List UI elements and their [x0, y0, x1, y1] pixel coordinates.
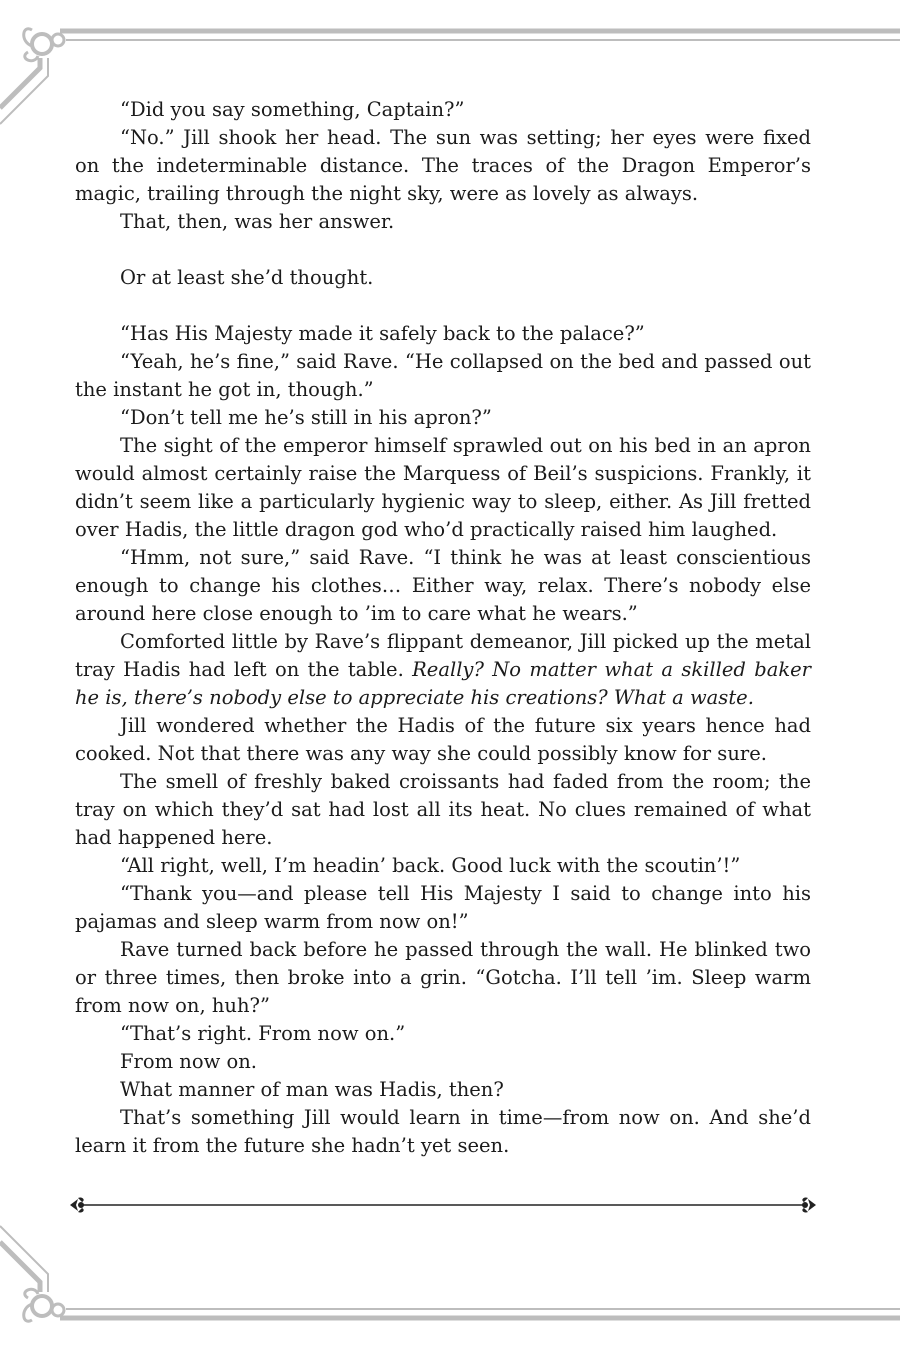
paragraph: [75, 544, 811, 628]
paragraph: [75, 1104, 811, 1160]
paragraph: [75, 628, 811, 712]
fleuron-icon: [802, 1197, 816, 1212]
paragraph-text: What manner of man was Hadis, then?: [120, 1078, 504, 1101]
paragraph: [75, 432, 811, 544]
paragraph-text: The smell of freshly baked croissants had faded from the room; the tray on which they’d sat had lost all its heat. No clues remained of what had happened here.: [75, 770, 811, 849]
paragraph-text: “That’s right. From now on.”: [120, 1022, 406, 1045]
paragraph: [75, 712, 811, 768]
paragraph: [75, 348, 811, 404]
paragraph-text: “Hmm, not sure,” said Rave. “I think he was at least conscientious enough to change his clothes… Either way, relax. There’s nobody else around here close enough to ’im to care what he wears.”: [75, 546, 811, 625]
paragraph-text: Or at least she’d thought.: [120, 266, 374, 289]
paragraph-text: “Did you say something, Captain?”: [120, 98, 465, 121]
paragraph: [75, 264, 811, 292]
paragraph: [75, 208, 811, 236]
paragraph-text: “All right, well, I’m headin’ back. Good luck with the scoutin’!”: [120, 854, 741, 877]
paragraph-text: Rave turned back before he passed through the wall. He blinked two or three times, then broke into a grin. “Gotcha. I’ll tell ’im. Sleep warm from now on, huh?”: [75, 938, 811, 1017]
paragraph: [75, 768, 811, 852]
paragraph: [75, 320, 811, 348]
paragraph-text: Comforted little by Rave’s flippant demeanor, Jill picked up the metal tray Hadis had left on the table.: [75, 630, 811, 681]
body-text: [75, 96, 811, 1160]
paragraph-text: The sight of the emperor himself sprawled out on his bed in an apron would almost certainly raise the Marquess of Beil’s suspicions. Frankly, it didn’t seem like a particularly hygienic way to sleep, either. As Jill fretted over Hadis, the little dragon god who’d practically raised him laughed.: [75, 434, 811, 541]
paragraph-text: “Has His Majesty made it safely back to the palace?”: [120, 322, 645, 345]
paragraph: [75, 404, 811, 432]
paragraph-text: “No.” Jill shook her head. The sun was setting; her eyes were fixed on the indeterminable distance. The traces of the Dragon Emperor’s magic, trailing through the night sky, were as lovely as always.: [75, 126, 811, 205]
paragraph-text: That’s something Jill would learn in time—from now on. And she’d learn it from the future she hadn’t yet seen.: [75, 1106, 811, 1157]
paragraph-text: “Thank you—and please tell His Majesty I said to change into his pajamas and sleep warm from now on!”: [75, 882, 811, 933]
paragraph: [75, 936, 811, 1020]
paragraph-text: From now on.: [120, 1050, 257, 1073]
section-divider: [68, 1194, 818, 1216]
paragraph: [75, 96, 811, 124]
ornament-corner-icon: [0, 1226, 64, 1321]
ornament-corner-icon: [0, 29, 64, 124]
paragraph-italic-text: Really? No matter what a skilled baker he is, there’s nobody else to appreciate his creations? What a waste.: [75, 658, 811, 709]
paragraph: [75, 1076, 811, 1104]
paragraph-text: That, then, was her answer.: [120, 210, 395, 233]
fleuron-icon: [70, 1197, 84, 1212]
paragraph-text: “Don’t tell me he’s still in his apron?”: [120, 406, 492, 429]
paragraph-text: “Yeah, he’s fine,” said Rave. “He collapsed on the bed and passed out the instant he got in, though.”: [75, 350, 811, 401]
paragraph: [75, 880, 811, 936]
paragraph: [75, 1048, 811, 1076]
paragraph-text: Jill wondered whether the Hadis of the future six years hence had cooked. Not that there was any way she could possibly know for sure.: [75, 714, 811, 765]
paragraph: [75, 1020, 811, 1048]
paragraph: [75, 124, 811, 208]
paragraph: [75, 852, 811, 880]
